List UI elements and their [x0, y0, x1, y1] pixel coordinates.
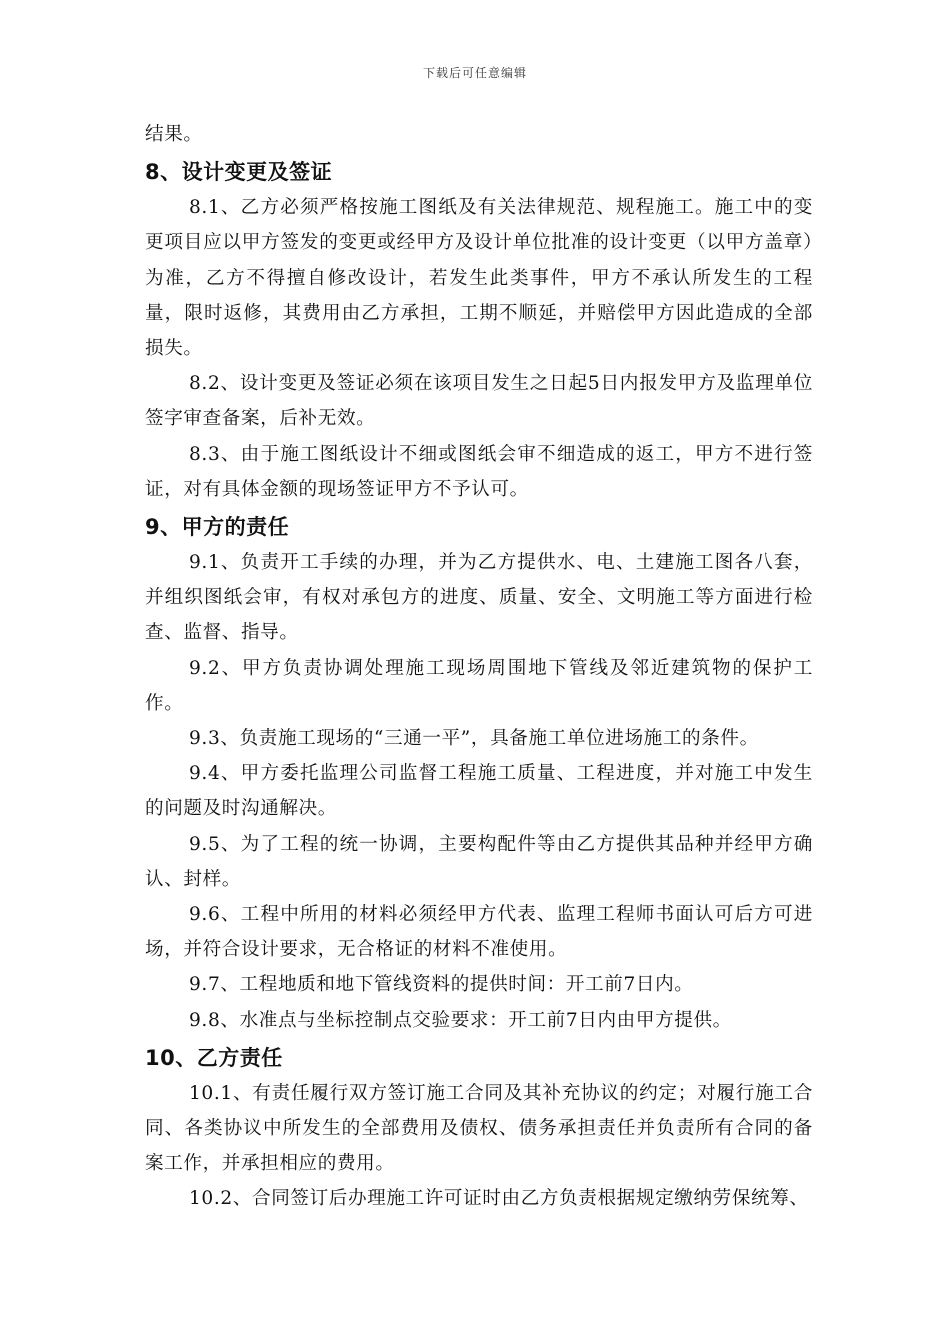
clause-9-6: 9.6、工程中所用的材料必须经甲方代表、监理工程师书面认可后方可进场，并符合设计要求，无合格证的材料不准使用。	[145, 904, 813, 961]
clause-9-1: 9.1、负责开工手续的办理，并为乙方提供水、电、土建施工图各八套，并组织图纸会审，有权对承包方的进度、质量、安全、文明施工等方面进行检查、监督、指导。	[145, 552, 813, 644]
clause-10-2: 10.2、合同签订后办理施工许可证时由乙方负责根据规定缴纳劳保统筹、	[189, 1188, 809, 1210]
clause-9-5: 9.5、为了工程的统一协调，主要构配件等由乙方提供其品种并经甲方确认、封样。	[145, 833, 813, 890]
clause-8-1: 8.1、乙方必须严格按施工图纸及有关法律规范、规程施工。施工中的变更项目应以甲方签发的变更或经甲方及设计单位批准的设计变更（以甲方盖章）为准，乙方不得擅自修改设计，若发生此类事件，甲方不承认所发生的工程量，限时返修，其费用由乙方承担，工期不顺延，并赔偿甲方因此造成的全部损失。	[145, 197, 813, 360]
clause-9-7: 9.7、工程地质和地下管线资料的提供时间：开工前7日内。	[189, 974, 694, 996]
section-8-heading: 8、设计变更及签证	[145, 160, 333, 185]
document-body	[145, 117, 813, 1217]
clause-9-3: 9.3、负责施工现场的“三通一平”，具备施工单位进场施工的条件。	[189, 728, 759, 750]
clause-8-2: 8.2、设计变更及签证必须在该项目发生之日起5日内报发甲方及监理单位签字审查备案，后补无效。	[145, 373, 813, 430]
clause-10-1: 10.1、有责任履行双方签订施工合同及其补充协议的约定；对履行施工合同、各类协议中所发生的全部费用及债权、债务承担责任并负责所有合同的备案工作，并承担相应的费用。	[145, 1082, 813, 1175]
clause-9-2: 9.2、甲方负责协调处理施工现场周围地下管线及邻近建筑物的保护工作。	[145, 657, 813, 714]
clause-9-4: 9.4、甲方委托监理公司监督工程施工质量、工程进度，并对施工中发生的问题及时沟通解决。	[145, 763, 813, 820]
section-9-heading: 9、甲方的责任	[145, 515, 290, 540]
clause-8-3: 8.3、由于施工图纸设计不细或图纸会审不细造成的返工，甲方不进行签证，对有具体金额的现场签证甲方不予认可。	[145, 443, 813, 500]
section-10-heading: 10、乙方责任	[145, 1045, 283, 1070]
header-note: 下载后可任意编辑	[422, 66, 527, 80]
continuation-text: 结果。	[145, 124, 203, 145]
clause-9-8: 9.8、水准点与坐标控制点交验要求：开工前7日内由甲方提供。	[189, 1009, 732, 1031]
